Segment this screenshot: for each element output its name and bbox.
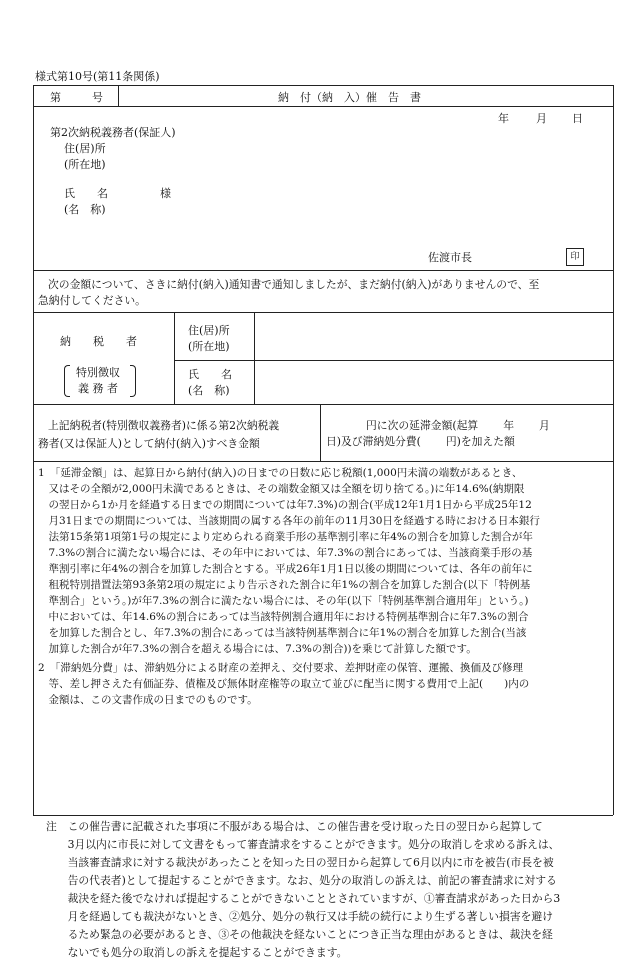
notes-2 [38, 660, 529, 708]
footer-line: るため緊急の必要があるとき、③その他裁決を経ないことにつき正当な理由があるときは、裁決を経 [46, 928, 553, 941]
seal-mark: 印 [570, 252, 580, 262]
special-collector-line1: 特別徴収 [76, 366, 120, 379]
footer-line: 注 この催告書に記載された事項に不服がある場合は、この催告書を受け取った日の翌日から起算して [46, 820, 543, 833]
frame-top [33, 85, 613, 86]
frame-left [33, 85, 34, 815]
note-line: 月31日までの期間については、当該期間の属する各年の前年の11月30日を経過する時における日本銀行 [38, 515, 540, 527]
amount-left-line1: 上記納税者(特別徴収義務者)に係る第2次納税義 [48, 419, 280, 432]
note-line: 法第15条第1項第1号の規定により定められる商業手形の基準割引率に年4%の割合を加算した割合が年 [38, 531, 533, 543]
note-line: 準割合」という。)が年7.3%の割合に満たない場合には、その年(以下「特例基準割合適用年」という。) [38, 595, 529, 607]
notice-text-2: 急納付してください。 [38, 294, 146, 307]
addressee-corp-label: (名 称) [64, 203, 106, 216]
footer-line: 当該審査請求に対する裁決があったことを知った日の翌日から起算して6月以内に市を被告(市長を被 [46, 856, 554, 869]
issuer-name: 佐渡市長 [428, 251, 472, 264]
note-line: 加算した割合が年7.3%の割合を超える場合には、7.3%の割合))を乗じて計算した額です。 [38, 643, 477, 655]
notes-1 [38, 465, 540, 657]
taxpayer-address-label: 住(居)所 [188, 324, 230, 337]
amount-left-line2: 務者(又は保証人)として納付(納入)すべき金額 [38, 437, 260, 450]
addressee-heading: 第2次納税義務者(保証人) [50, 126, 176, 139]
addressee-address-label: 住(居)所 [64, 142, 106, 155]
note-line: 租税特別措置法第93条第2項の規定により告示された割合に年1%の割合を加算した割合(以下「特例基 [38, 579, 531, 591]
amount-right-line2: 日)及び滞納処分費( 円)を加えた額 [326, 435, 515, 448]
number-suffix: 号 [92, 91, 103, 104]
note-line: を加算した割合とし、年7.3%の割合にあっては当該特例基準割合に年1%の割合を加算した割合(当該 [38, 627, 527, 639]
addressee-location-label: (所在地) [64, 158, 106, 171]
page-title: 納 付（納 入）催 告 書 [278, 91, 421, 104]
note-line: 1 「延滞金額」は、起算日から納付(納入)の日までの日数に応じ税額(1,000円未満の端数があるとき、 [38, 467, 523, 479]
taxpayer-name-label: 氏 名 [188, 368, 232, 381]
note-line: 等、差し押さえた有価証券、債権及び無体財産権等の取立て並びに配当に関する費用で上記( )内の [38, 678, 530, 690]
taxpayer-label: 納 税 者 [60, 335, 137, 348]
amount-right-line1: 円に次の延滞金額(起算 年 月 [366, 419, 550, 432]
note-line: 2 「滞納処分費」は、滞納処分による財産の差押え、交付要求、差押財産の保管、運搬、換価及び修理 [38, 662, 524, 674]
note-line: 準割引率に年4%の割合を加算した割合とする。平成26年1月1日以後の期間については、各年の前年に [38, 563, 533, 575]
footer-line: 3月以内に市長に対して文書をもって審査請求をすることができます。処分の取消しを求める訴えは、 [46, 838, 560, 851]
number-label: 第 [50, 91, 61, 104]
frame-right [613, 85, 614, 815]
seal-box [566, 248, 584, 266]
note-line: 中においては、年14.6%の割合にあっては当該特例割合適用年における特例基準割合に年7.3%の割合 [38, 611, 529, 623]
special-collector-line2: 義 務 者 [78, 382, 118, 395]
footer-line: ないでも処分の取消しの訴えを提起することができます。 [46, 946, 348, 959]
date-month: 月 [536, 112, 547, 125]
footer-line: 告の代表者)として提起することができます。なお、処分の取消しの訴えは、前記の審査請求に対する [46, 874, 557, 887]
form-label: 様式第10号(第11条関係) [35, 70, 160, 83]
note-line: 7.3%の割合に満たない場合には、その年中においては、年7.3%の割合にあっては、当該商業手形の基 [38, 547, 533, 559]
frame-bottom [33, 815, 613, 816]
footer-note [46, 818, 560, 962]
addressee-name-label: 氏 名 [64, 187, 108, 200]
note-line: 金額は、この文書作成の日までのものです。 [38, 694, 258, 706]
notice-text-1: 次の金額について、さきに納付(納入)通知書で通知しましたが、まだ納付(納入)がありませんので、至 [48, 278, 540, 291]
date-year: 年 [498, 112, 509, 125]
taxpayer-location-label: (所在地) [188, 340, 230, 353]
date-day: 日 [572, 112, 583, 125]
note-line: 又はその全額が2,000円未満であるときは、その端数金額又は全額を切り捨てる。)に年14.6%(納期限 [38, 483, 525, 495]
footer-line: 裁決を経た後でなければ提起することができないこととされていますが、①審査請求があった日から3 [46, 892, 561, 905]
footer-line: 月を経過しても裁決がないとき、②処分、処分の執行又は手続の続行により生ずる著しい損害を避け [46, 910, 554, 923]
addressee-honorific: 様 [160, 187, 171, 200]
taxpayer-corp-label: (名 称) [188, 384, 230, 397]
note-line: の翌日から1か月を経過する日までの期間については年7.3%)の割合(平成12年1月1日から平成25年12 [38, 499, 532, 511]
